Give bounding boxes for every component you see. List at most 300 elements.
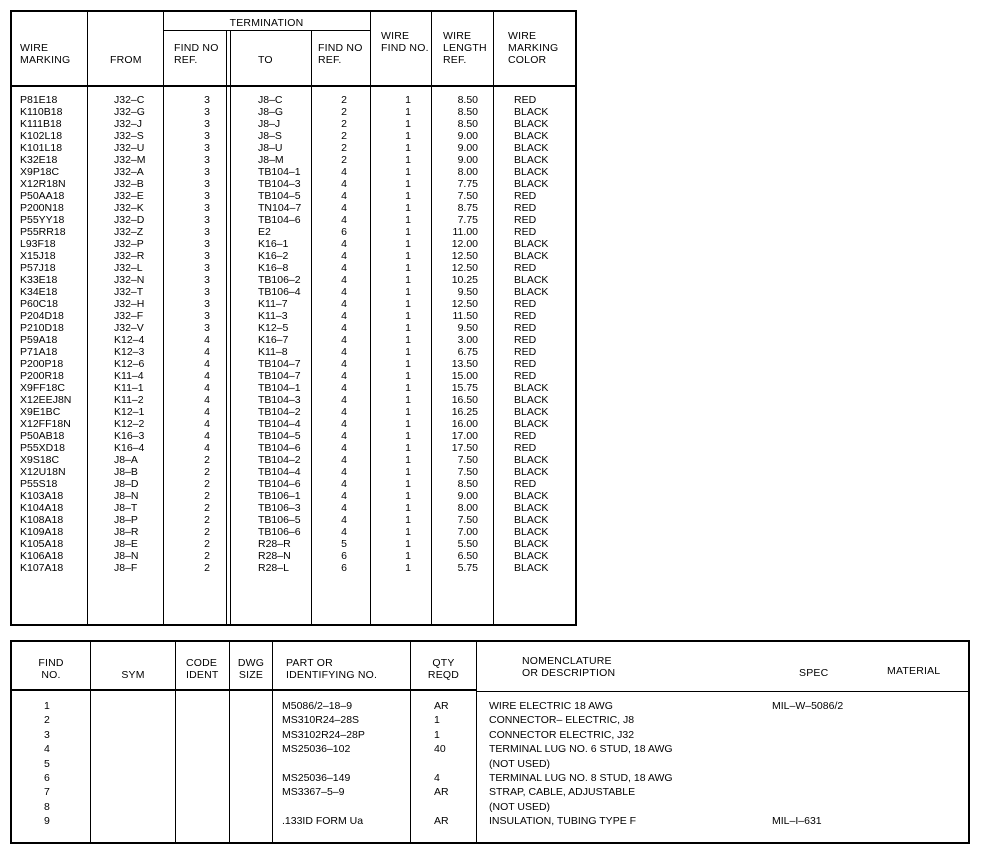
wire-marking-cell: P57J18	[20, 262, 56, 274]
wire-color-cell: BLACK	[514, 250, 549, 262]
find-ref-1-cell: 2	[204, 550, 210, 562]
from-cell: J32–J	[114, 118, 143, 130]
from-cell: K12–1	[114, 406, 145, 418]
to-cell: J8–S	[258, 130, 282, 142]
wire-length-cell: 7.50	[457, 190, 478, 202]
from-cell: J32–S	[114, 130, 144, 142]
wire-find-no-cell: 1	[405, 190, 411, 202]
find-ref-2-cell: 4	[341, 238, 347, 250]
header-wire-find-no: WIRE FIND NO.	[381, 30, 429, 54]
wire-color-cell: RED	[514, 214, 537, 226]
from-cell: J32–T	[114, 286, 144, 298]
from-cell: K12–4	[114, 334, 145, 346]
parts-header-nomenclature: NOMENCLATURE OR DESCRIPTION	[522, 655, 616, 679]
wire-color-cell: BLACK	[514, 142, 549, 154]
find-ref-1-cell: 3	[204, 130, 210, 142]
qty-cell: 4	[434, 772, 440, 784]
find-ref-1-cell: 2	[204, 562, 210, 574]
find-ref-1-cell: 3	[204, 178, 210, 190]
wire-find-no-cell: 1	[405, 430, 411, 442]
wire-color-cell: BLACK	[514, 382, 549, 394]
wire-color-cell: BLACK	[514, 178, 549, 190]
find-ref-1-cell: 4	[204, 382, 210, 394]
description-cell: (NOT USED)	[489, 758, 551, 770]
wire-length-cell: 11.50	[452, 310, 478, 322]
find-ref-2-cell: 4	[341, 502, 347, 514]
to-cell: R28–R	[258, 538, 291, 550]
find-ref-1-cell: 3	[204, 250, 210, 262]
find-ref-1-cell: 3	[204, 322, 210, 334]
wire-find-no-cell: 1	[405, 274, 411, 286]
header-find-no-ref-1: FIND NO REF.	[174, 42, 219, 66]
find-ref-1-cell: 3	[204, 262, 210, 274]
wire-color-cell: RED	[514, 226, 537, 238]
wire-find-no-cell: 1	[405, 418, 411, 430]
find-ref-1-cell: 4	[204, 334, 210, 346]
col-sep-2	[163, 10, 164, 626]
wire-color-cell: BLACK	[514, 130, 549, 142]
description-cell: STRAP, CABLE, ADJUSTABLE	[489, 786, 636, 798]
wire-find-no-cell: 1	[405, 142, 411, 154]
wire-marking-cell: K103A18	[20, 490, 64, 502]
wire-length-cell: 9.50	[457, 322, 478, 334]
wire-find-no-cell: 1	[405, 226, 411, 238]
wire-find-no-cell: 1	[405, 478, 411, 490]
header-to: TO	[258, 54, 273, 66]
find-ref-2-cell: 4	[341, 274, 347, 286]
from-cell: K12–2	[114, 418, 145, 430]
find-ref-2-cell: 4	[341, 286, 347, 298]
wire-find-no-cell: 1	[405, 154, 411, 166]
spec-cell: MIL–I–631	[772, 815, 822, 827]
find-ref-1-cell: 2	[204, 478, 210, 490]
wire-length-cell: 8.50	[457, 118, 478, 130]
to-cell: TB106–1	[258, 490, 301, 502]
find-ref-2-cell: 5	[341, 538, 347, 550]
qty-cell: AR	[434, 700, 449, 712]
find-ref-2-cell: 4	[341, 490, 347, 502]
wire-marking-cell: X9S18C	[20, 454, 60, 466]
find-no-cell: 9	[44, 815, 50, 827]
find-no-cell: 3	[44, 729, 50, 741]
wire-marking-cell: P204D18	[20, 310, 64, 322]
wire-color-cell: RED	[514, 478, 537, 490]
from-cell: J32–K	[114, 202, 144, 214]
wire-color-cell: BLACK	[514, 502, 549, 514]
qty-cell: 1	[434, 714, 440, 726]
wire-color-cell: BLACK	[514, 466, 549, 478]
to-cell: TB104–5	[258, 190, 301, 202]
wire-length-cell: 15.00	[451, 370, 478, 382]
find-ref-1-cell: 2	[204, 514, 210, 526]
find-ref-2-cell: 2	[341, 118, 347, 130]
to-cell: J8–M	[258, 154, 284, 166]
wire-length-cell: 17.00	[451, 430, 478, 442]
wire-color-cell: RED	[514, 442, 537, 454]
wire-marking-cell: X12EEJ8N	[20, 394, 72, 406]
wire-length-cell: 10.25	[451, 274, 478, 286]
wire-length-cell: 15.75	[451, 382, 478, 394]
wire-length-cell: 8.75	[457, 202, 478, 214]
wire-marking-cell: K32E18	[20, 154, 58, 166]
wire-find-no-cell: 1	[405, 286, 411, 298]
description-cell: CONNECTOR– ELECTRIC, J8	[489, 714, 635, 726]
from-cell: K16–3	[114, 430, 145, 442]
wire-find-no-cell: 1	[405, 322, 411, 334]
wire-marking-cell: P200N18	[20, 202, 64, 214]
find-ref-2-cell: 4	[341, 466, 347, 478]
wire-find-no-cell: 1	[405, 238, 411, 250]
from-cell: J8–P	[114, 514, 138, 526]
find-ref-1-cell: 2	[204, 454, 210, 466]
find-no-cell: 2	[44, 714, 50, 726]
to-cell: TB104–3	[258, 178, 301, 190]
wire-length-cell: 8.50	[457, 94, 478, 106]
to-cell: TB104–6	[258, 442, 301, 454]
wire-color-cell: BLACK	[514, 562, 549, 574]
part-no-cell: MS25036–102	[282, 743, 351, 755]
wire-length-cell: 5.75	[457, 562, 478, 574]
to-cell: K11–3	[258, 310, 288, 322]
from-cell: J32–L	[114, 262, 143, 274]
find-no-cell: 8	[44, 801, 50, 813]
wire-marking-cell: P55YY18	[20, 214, 65, 226]
wire-color-cell: BLACK	[514, 550, 549, 562]
find-ref-1-cell: 4	[204, 370, 210, 382]
wire-find-no-cell: 1	[405, 442, 411, 454]
wire-color-cell: BLACK	[514, 538, 549, 550]
find-ref-2-cell: 4	[341, 418, 347, 430]
wire-length-cell: 16.50	[451, 394, 478, 406]
wire-find-no-cell: 1	[405, 382, 411, 394]
description-cell: TERMINAL LUG NO. 6 STUD, 18 AWG	[489, 743, 673, 755]
wire-length-cell: 5.50	[457, 538, 478, 550]
wire-color-cell: RED	[514, 370, 537, 382]
to-cell: TB104–6	[258, 478, 301, 490]
wire-length-cell: 12.50	[451, 250, 478, 262]
find-ref-1-cell: 3	[204, 142, 210, 154]
header-wire-length: WIRE LENGTH REF.	[443, 30, 487, 66]
find-ref-1-cell: 3	[204, 118, 210, 130]
find-ref-1-cell: 4	[204, 442, 210, 454]
wire-color-cell: BLACK	[514, 106, 549, 118]
from-cell: J32–U	[114, 142, 145, 154]
parts-header-spec: SPEC	[799, 667, 829, 679]
from-cell: J32–C	[114, 94, 145, 106]
wire-length-cell: 9.00	[457, 130, 478, 142]
wire-color-cell: BLACK	[514, 274, 549, 286]
find-ref-2-cell: 4	[341, 442, 347, 454]
find-ref-2-cell: 4	[341, 262, 347, 274]
wire-marking-cell: X9E1BC	[20, 406, 61, 418]
from-cell: J32–F	[114, 310, 144, 322]
wire-length-cell: 7.75	[457, 214, 478, 226]
wire-color-cell: BLACK	[514, 118, 549, 130]
wire-table-border-right	[575, 10, 577, 626]
from-cell: J32–A	[114, 166, 144, 178]
parts-header-sym: SYM	[121, 669, 145, 681]
to-cell: K16–8	[258, 262, 289, 274]
qty-cell: 40	[434, 743, 446, 755]
wire-find-no-cell: 1	[405, 178, 411, 190]
to-cell: TB104–3	[258, 394, 301, 406]
col-sep-7	[493, 10, 494, 626]
wire-marking-cell: K104A18	[20, 502, 64, 514]
wire-color-cell: RED	[514, 202, 537, 214]
wire-marking-cell: K106A18	[20, 550, 64, 562]
find-ref-1-cell: 3	[204, 214, 210, 226]
wire-table-border-left	[10, 10, 12, 626]
wire-color-cell: BLACK	[514, 406, 549, 418]
find-ref-2-cell: 4	[341, 514, 347, 526]
wire-find-no-cell: 1	[405, 310, 411, 322]
find-ref-1-cell: 3	[204, 154, 210, 166]
wire-marking-cell: X12R18N	[20, 178, 66, 190]
wire-color-cell: BLACK	[514, 394, 549, 406]
wire-table-border-bottom	[10, 624, 576, 626]
find-ref-2-cell: 4	[341, 394, 347, 406]
wire-length-cell: 9.00	[457, 154, 478, 166]
wire-color-cell: BLACK	[514, 418, 549, 430]
find-ref-1-cell: 4	[204, 394, 210, 406]
wire-length-cell: 8.50	[457, 106, 478, 118]
from-cell: J8–E	[114, 538, 138, 550]
part-no-cell: MS25036–149	[282, 772, 351, 784]
description-cell: (NOT USED)	[489, 801, 551, 813]
description-cell: INSULATION, TUBING TYPE F	[489, 815, 637, 827]
from-cell: J8–N	[114, 490, 139, 502]
header-find-no-ref-2: FIND NO REF.	[318, 42, 363, 66]
find-ref-1-cell: 4	[204, 358, 210, 370]
find-ref-2-cell: 4	[341, 202, 347, 214]
from-cell: K12–6	[114, 358, 145, 370]
wire-marking-cell: X9FF18C	[20, 382, 65, 394]
find-ref-2-cell: 4	[341, 334, 347, 346]
wire-find-no-cell: 1	[405, 106, 411, 118]
wire-color-cell: BLACK	[514, 526, 549, 538]
wire-length-cell: 8.00	[457, 166, 478, 178]
part-no-cell: .133ID FORM Ua	[282, 815, 364, 827]
from-cell: J8–R	[114, 526, 139, 538]
parts-border-right	[968, 640, 970, 844]
from-cell: K11–2	[114, 394, 144, 406]
wire-length-cell: 8.00	[457, 502, 478, 514]
wire-find-no-cell: 1	[405, 406, 411, 418]
wire-color-cell: BLACK	[514, 454, 549, 466]
find-ref-1-cell: 3	[204, 106, 210, 118]
wire-find-no-cell: 1	[405, 346, 411, 358]
wire-marking-cell: K108A18	[20, 514, 64, 526]
wire-find-no-cell: 1	[405, 562, 411, 574]
part-no-cell: M5086/2–18–9	[282, 700, 353, 712]
wire-length-cell: 11.00	[452, 226, 478, 238]
from-cell: K11–4	[114, 370, 144, 382]
parts-header-find-no: FIND NO.	[38, 657, 64, 681]
from-cell: J8–B	[114, 466, 138, 478]
wire-find-no-cell: 1	[405, 334, 411, 346]
find-ref-1-cell: 3	[204, 226, 210, 238]
find-ref-2-cell: 2	[341, 142, 347, 154]
wire-length-cell: 8.50	[457, 478, 478, 490]
find-ref-1-cell: 3	[204, 310, 210, 322]
wire-find-no-cell: 1	[405, 538, 411, 550]
find-ref-1-cell: 3	[204, 298, 210, 310]
wire-find-no-cell: 1	[405, 550, 411, 562]
part-no-cell: MS310R24–28S	[282, 714, 360, 726]
find-ref-2-cell: 6	[341, 550, 347, 562]
from-cell: J32–V	[114, 322, 144, 334]
wire-find-no-cell: 1	[405, 250, 411, 262]
to-cell: K11–7	[258, 298, 288, 310]
wire-find-no-cell: 1	[405, 358, 411, 370]
from-cell: K11–1	[114, 382, 144, 394]
parts-border-top	[10, 640, 970, 642]
wire-marking-cell: P59A18	[20, 334, 58, 346]
from-cell: J32–Z	[114, 226, 144, 238]
find-ref-1-cell: 4	[204, 430, 210, 442]
col-sep-6	[431, 10, 432, 626]
part-no-cell: MS3102R24–28P	[282, 729, 365, 741]
find-ref-2-cell: 4	[341, 322, 347, 334]
wire-length-cell: 9.50	[457, 286, 478, 298]
from-cell: J8–N	[114, 550, 139, 562]
find-ref-2-cell: 4	[341, 214, 347, 226]
parts-list	[0, 630, 990, 856]
from-cell: J8–A	[114, 454, 138, 466]
to-cell: TB104–1	[258, 382, 301, 394]
wire-marking-cell: P55XD18	[20, 442, 65, 454]
parts-header-part-no: PART OR IDENTIFYING NO.	[286, 657, 378, 681]
header-wire-marking: WIRE MARKING	[20, 42, 71, 66]
from-cell: J32–G	[114, 106, 145, 118]
termination-rule	[163, 30, 370, 31]
wire-length-cell: 12.00	[451, 238, 478, 250]
wire-length-cell: 12.50	[451, 298, 478, 310]
find-no-cell: 5	[44, 758, 50, 770]
find-ref-1-cell: 2	[204, 502, 210, 514]
find-no-cell: 4	[44, 743, 50, 755]
to-cell: TB104–2	[258, 406, 301, 418]
from-cell: J32–M	[114, 154, 146, 166]
to-cell: J8–U	[258, 142, 283, 154]
find-ref-1-cell: 3	[204, 166, 210, 178]
col-sep-4	[311, 30, 312, 626]
from-cell: J8–D	[114, 478, 139, 490]
wire-color-cell: BLACK	[514, 154, 549, 166]
find-ref-2-cell: 2	[341, 130, 347, 142]
wire-marking-cell: X12FF18N	[20, 418, 71, 430]
find-ref-2-cell: 4	[341, 190, 347, 202]
to-cell: K16–1	[258, 238, 289, 250]
wire-marking-cell: P55S18	[20, 478, 58, 490]
wire-marking-cell: P50AB18	[20, 430, 65, 442]
wire-length-cell: 9.00	[457, 490, 478, 502]
find-ref-2-cell: 4	[341, 526, 347, 538]
from-cell: J8–F	[114, 562, 138, 574]
find-ref-2-cell: 4	[341, 382, 347, 394]
to-cell: TB104–6	[258, 214, 301, 226]
qty-cell: 1	[434, 729, 440, 741]
to-cell: TB106–2	[258, 274, 301, 286]
header-from: FROM	[110, 54, 142, 66]
parts-header-dwg-size: DWG SIZE	[237, 657, 265, 681]
wire-find-no-cell: 1	[405, 514, 411, 526]
wire-marking-cell: K33E18	[20, 274, 58, 286]
to-cell: TN104–7	[258, 202, 302, 214]
from-cell: J32–B	[114, 178, 144, 190]
col-sep-1	[87, 10, 88, 626]
wire-marking-cell: K107A18	[20, 562, 64, 574]
wire-find-no-cell: 1	[405, 466, 411, 478]
find-no-cell: 1	[44, 700, 50, 712]
wire-length-cell: 7.50	[457, 514, 478, 526]
to-cell: TB104–5	[258, 430, 301, 442]
wire-marking-cell: P81E18	[20, 94, 58, 106]
wire-color-cell: RED	[514, 430, 537, 442]
wire-find-no-cell: 1	[405, 130, 411, 142]
wire-marking-cell: X15J18	[20, 250, 56, 262]
parts-header-code-ident: CODE IDENT	[186, 657, 219, 681]
parts-header-material: MATERIAL	[887, 665, 941, 677]
wire-length-cell: 16.00	[451, 418, 478, 430]
find-ref-1-cell: 3	[204, 202, 210, 214]
find-ref-2-cell: 2	[341, 94, 347, 106]
wire-find-no-cell: 1	[405, 370, 411, 382]
find-ref-1-cell: 3	[204, 286, 210, 298]
wire-color-cell: BLACK	[514, 490, 549, 502]
parts-header-rule	[10, 689, 476, 691]
find-no-cell: 7	[44, 786, 50, 798]
find-ref-2-cell: 4	[341, 346, 347, 358]
find-ref-2-cell: 4	[341, 370, 347, 382]
wire-marking-cell: X12U18N	[20, 466, 66, 478]
wire-length-cell: 17.50	[451, 442, 478, 454]
wire-length-cell: 7.75	[457, 178, 478, 190]
wire-color-cell: BLACK	[514, 166, 549, 178]
parts-border-bottom	[10, 842, 970, 844]
wire-find-no-cell: 1	[405, 166, 411, 178]
find-ref-2-cell: 4	[341, 406, 347, 418]
wire-marking-cell: K110B18	[20, 106, 63, 118]
wire-find-no-cell: 1	[405, 262, 411, 274]
wire-color-cell: RED	[514, 190, 537, 202]
header-wire-marking-color: WIRE MARKING COLOR	[508, 30, 559, 66]
col-sep-5	[370, 10, 371, 626]
wire-length-cell: 12.50	[451, 262, 478, 274]
from-cell: K12–3	[114, 346, 145, 358]
find-ref-1-cell: 3	[204, 274, 210, 286]
col-sep-3a	[226, 30, 227, 626]
find-ref-2-cell: 4	[341, 358, 347, 370]
parts-header-qty: QTY REQD	[427, 657, 460, 681]
from-cell: J8–T	[114, 502, 138, 514]
wire-find-no-cell: 1	[405, 298, 411, 310]
from-cell: J32–N	[114, 274, 145, 286]
wire-marking-cell: P71A18	[20, 346, 58, 358]
wire-color-cell: RED	[514, 346, 537, 358]
from-cell: K16–4	[114, 442, 145, 454]
find-ref-1-cell: 3	[204, 238, 210, 250]
wire-color-cell: RED	[514, 310, 537, 322]
wire-color-cell: RED	[514, 262, 537, 274]
wire-find-no-cell: 1	[405, 526, 411, 538]
to-cell: K16–2	[258, 250, 289, 262]
wire-length-cell: 16.25	[451, 406, 478, 418]
find-ref-1-cell: 2	[204, 490, 210, 502]
find-ref-2-cell: 6	[341, 226, 347, 238]
wire-find-no-cell: 1	[405, 202, 411, 214]
wire-length-cell: 3.00	[457, 334, 478, 346]
